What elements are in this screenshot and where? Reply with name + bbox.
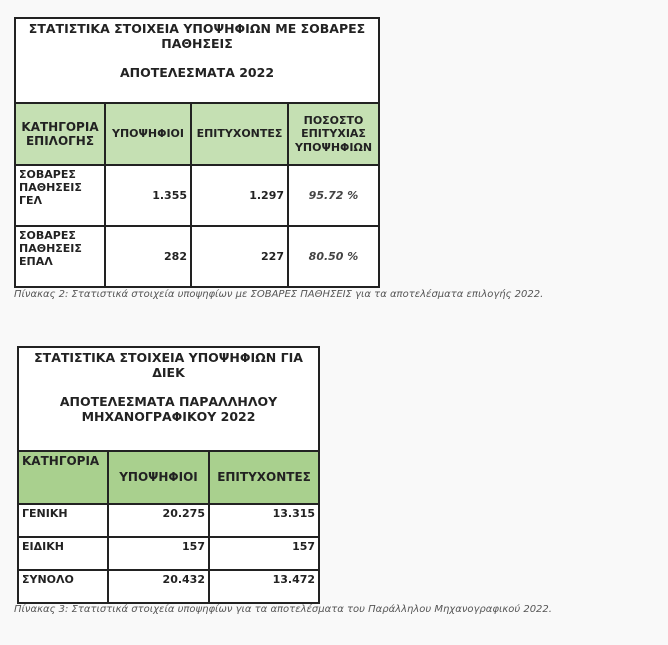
table-caption: Πίνακας 2: Στατιστικά στοιχεία υποψηφίων με ΣΟΒΑΡΕΣ ΠΑΘΗΣΕΙΣ για τα αποτελέσματα επιλογής 2022. — [14, 289, 544, 300]
candidates-cell: 20.432 — [108, 570, 209, 603]
table-row — [15, 165, 379, 226]
successful-cell: 13.472 — [209, 570, 319, 603]
candidates-cell: 20.275 — [108, 504, 209, 537]
successful-cell: 13.315 — [209, 504, 319, 537]
table-title — [15, 18, 379, 103]
candidates-cell: 1.355 — [105, 165, 191, 226]
candidates-cell: 282 — [105, 226, 191, 287]
title-subline: ΑΠΟΤΕΛΕΣΜΑΤΑ 2022 — [119, 65, 275, 80]
column-header: ΠΟΣΟΣΤΟ ΕΠΙΤΥΧΙΑΣ ΥΠΟΨΗΦΙΩΝ — [288, 103, 379, 165]
column-header: ΕΠΙΤΥΧΟΝΤΕΣ — [191, 103, 288, 165]
category-cell: ΣΟΒΑΡΕΣ ΠΑΘΗΣΕΙΣ ΕΠΑΛ — [15, 226, 105, 287]
success-rate-cell: 80.50 % — [288, 226, 379, 287]
title-subline: ΑΠΟΤΕΛΕΣΜΑΤΑ ΠΑΡΑΛΛΗΛΟΥ ΜΗΧΑΝΟΓΡΑΦΙΚΟΥ 2022 — [59, 394, 278, 424]
success-rate-cell: 95.72 % — [288, 165, 379, 226]
table-caption: Πίνακας 3: Στατιστικά στοιχεία υποψηφίων για τα αποτελέσματα του Παράλληλου Μηχανογραφικού 2022. — [14, 604, 552, 615]
successful-cell: 227 — [191, 226, 288, 287]
column-header: ΚΑΤΗΓΟΡΙΑ — [18, 451, 108, 504]
column-header: ΕΠΙΤΥΧΟΝΤΕΣ — [209, 451, 319, 504]
successful-cell: 1.297 — [191, 165, 288, 226]
table-row — [15, 226, 379, 287]
table-row — [18, 570, 319, 603]
column-header: ΥΠΟΨΗΦΙΟΙ — [105, 103, 191, 165]
diek-table — [17, 346, 320, 604]
table-title — [18, 347, 319, 451]
table-row — [18, 504, 319, 537]
title-line: ΣΤΑΤΙΣΤΙΚΑ ΣΤΟΙΧΕΙΑ ΥΠΟΨΗΦΙΩΝ ΜΕ ΣΟΒΑΡΕΣ ΠΑΘΗΣΕΙΣ — [28, 21, 366, 51]
category-cell: ΓΕΝΙΚΗ — [18, 504, 108, 537]
candidates-cell: 157 — [108, 537, 209, 570]
category-cell: ΕΙΔΙΚΗ — [18, 537, 108, 570]
column-header: ΥΠΟΨΗΦΙΟΙ — [108, 451, 209, 504]
category-cell: ΣΥΝΟΛΟ — [18, 570, 108, 603]
title-line: ΣΤΑΤΙΣΤΙΚΑ ΣΤΟΙΧΕΙΑ ΥΠΟΨΗΦΙΩΝ ΓΙΑ ΔΙΕΚ — [34, 350, 303, 380]
table-row — [18, 537, 319, 570]
serious-conditions-table — [14, 17, 380, 288]
successful-cell: 157 — [209, 537, 319, 570]
column-header: ΚΑΤΗΓΟΡΙΑ ΕΠΙΛΟΓΗΣ — [15, 103, 105, 165]
category-cell: ΣΟΒΑΡΕΣ ΠΑΘΗΣΕΙΣ ΓΕΛ — [15, 165, 105, 226]
